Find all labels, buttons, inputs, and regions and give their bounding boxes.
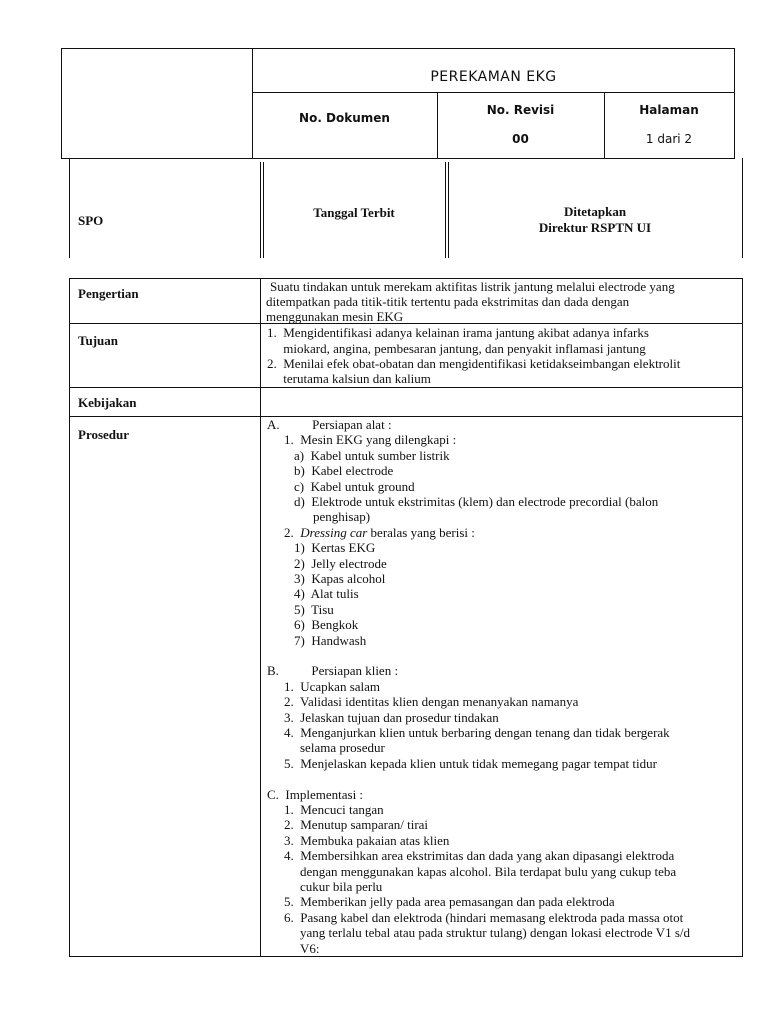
prosedur-line: b) Kabel electrode [294, 463, 394, 479]
prosedur-list [261, 417, 741, 955]
rule [742, 158, 743, 258]
tujuan-line: terutama kalsiun dan kalium [267, 371, 431, 386]
prosedur-line: 1. Mesin EKG yang dilengkapi : [284, 432, 457, 448]
prosedur-line: 5) Tisu [294, 601, 334, 617]
rule [742, 278, 743, 957]
doc-number-label: No. Dokumen [299, 111, 390, 125]
prosedur-line: 2) Jelly electrode [294, 555, 387, 571]
prosedur-line: c) Kabel untuk ground [294, 478, 415, 494]
rule [260, 162, 261, 258]
prosedur-line: dengan menggunakan kapas alcohol. Bila terdapat bulu yang cukup teba [300, 863, 677, 879]
prosedur-line: 4. Menganjurkan klien untuk berbaring dengan tenang dan tidak bergerak [284, 725, 670, 740]
prosedur-line: 1. Mencuci tangan [284, 802, 384, 817]
rule [69, 323, 743, 324]
tujuan-line: miokard, angina, pembesaran jantung, dan penyakit inflamasi jantung [267, 341, 646, 356]
rule [61, 158, 735, 159]
rule [445, 162, 446, 258]
section-label-tujuan: Tujuan [78, 333, 118, 348]
prosedur-line: 7) Handwash [294, 632, 367, 648]
prosedur-line: 2. Dressing car beralas yang berisi : [284, 524, 475, 540]
document-title: PEREKAMAN EKG [430, 69, 557, 85]
approved-by-line2: Direktur RSPTN UI [538, 220, 652, 235]
prosedur-line: 3. Membuka pakaian atas klien [284, 832, 450, 848]
prosedur-line: yang terlalu tebal atau pada struktur tulang) dengan lokasi electrode V1 s/d [300, 925, 690, 941]
approved-by-line1: Ditetapkan [563, 204, 627, 219]
tujuan-line: 2. Menilai efek obat-obatan dan mengidentifikasi ketidakseimbangan elektrolit [267, 356, 681, 371]
rule [69, 158, 70, 258]
prosedur-line: 5. Memberikan jelly pada area pemasangan dan pada elektroda [284, 894, 615, 910]
rule [252, 92, 735, 93]
prosedur-line: a) Kabel untuk sumber listrik [294, 447, 450, 463]
revision-label: No. Revisi [486, 103, 555, 117]
page-value: 1 dari 2 [645, 132, 693, 146]
prosedur-line: 2. Menutup samparan/ tirai [284, 817, 429, 833]
prosedur-line: B. Persiapan klien : [267, 663, 399, 679]
prosedur-line: penghisap) [313, 509, 371, 525]
prosedur-line: 6. Pasang kabel dan elektroda (hindari memasang elektroda pada massa otot [284, 909, 684, 925]
prosedur-line: C. Implementasi : [267, 786, 364, 802]
section-label-prosedur: Prosedur [78, 427, 130, 442]
prosedur-line: 1. Ucapkan salam [284, 678, 381, 694]
prosedur-line: 2. Validasi identitas klien dengan menanyakan namanya [284, 694, 579, 710]
rule [252, 48, 253, 159]
revision-value: 00 [512, 132, 529, 146]
prosedur-line: d) Elektrode untuk ekstrimitas (klem) dan electrode precordial (balon [294, 494, 659, 509]
issue-date-label: Tanggal Terbit [313, 205, 395, 220]
prosedur-line: selama prosedur [300, 740, 385, 756]
prosedur-line: 3. Jelaskan tujuan dan prosedur tindakan [284, 709, 499, 725]
spo-label: SPO [78, 213, 104, 228]
rule [69, 278, 70, 957]
pengertian-line: Suatu tindakan untuk merekam aktifitas listrik jantung melalui electrode yang [270, 279, 675, 294]
prosedur-line: 5. Menjelaskan kepada klien untuk tidak memegang pagar tempat tidur [284, 755, 657, 771]
prosedur-line: 6) Bengkok [294, 617, 359, 633]
rule [61, 48, 735, 49]
prosedur-line: 3) Kapas alcohol [294, 571, 386, 586]
rule [69, 956, 743, 957]
prosedur-line: A. Persiapan alat : [267, 417, 392, 432]
pengertian-line: ditempatkan pada titik-titik tertentu pada ekstrimitas dan dada dengan [266, 294, 630, 309]
pengertian-line: menggunakan mesin EKG [266, 309, 404, 324]
rule [734, 48, 735, 159]
rule [61, 48, 62, 159]
page-label: Halaman [639, 103, 699, 117]
rule [69, 387, 743, 388]
prosedur-line: cukur bila perlu [300, 879, 383, 894]
prosedur-line: 4. Membersihkan area ekstrimitas dan dada yang akan dipasangi elektroda [284, 848, 675, 864]
prosedur-line: V6: [300, 940, 320, 956]
section-label-pengertian: Pengertian [78, 286, 139, 301]
tujuan-line: 1. Mengidentifikasi adanya kelainan irama jantung akibat adanya infarks [267, 325, 649, 340]
prosedur-line: 1) Kertas EKG [294, 540, 376, 556]
prosedur-line: 4) Alat tulis [294, 586, 359, 602]
section-label-kebijakan: Kebijakan [78, 395, 137, 410]
